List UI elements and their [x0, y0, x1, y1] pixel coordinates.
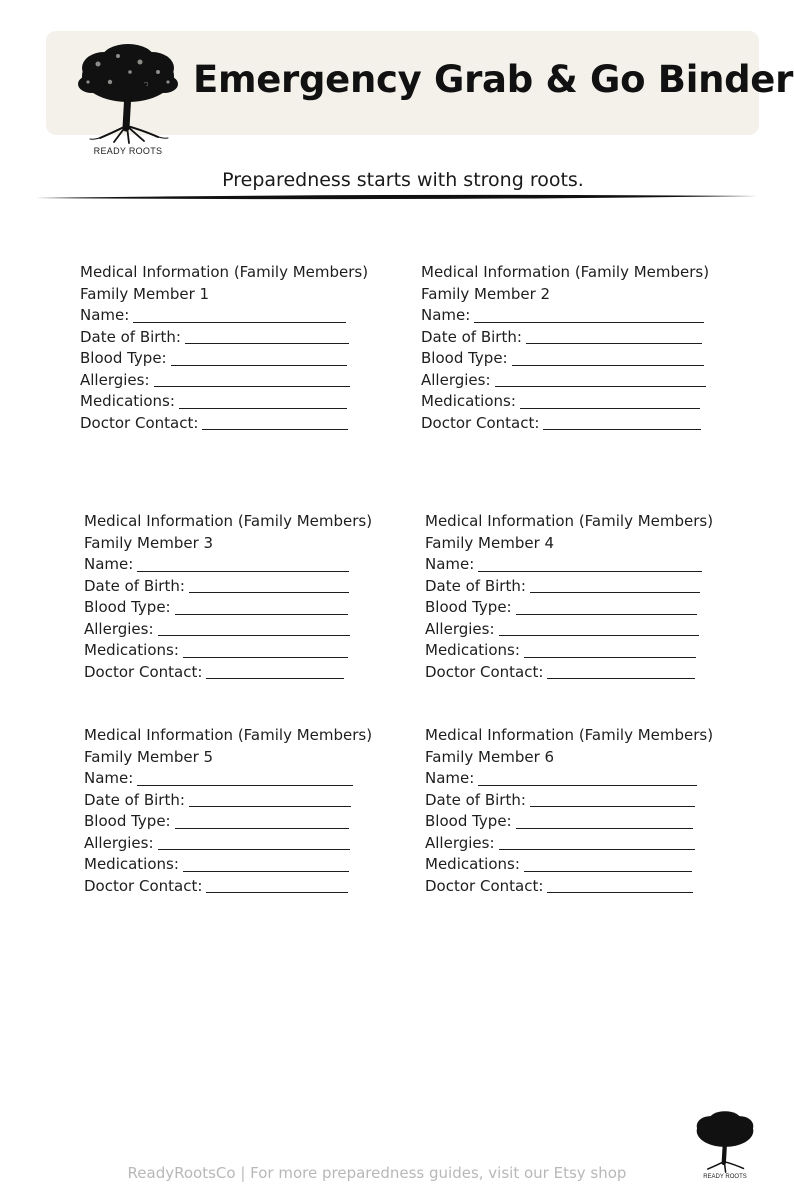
dob-field[interactable]: Date of Birth: — [84, 576, 414, 598]
member-label: Family Member 4 — [425, 533, 555, 552]
medications-field[interactable]: Medications: — [421, 391, 751, 413]
allergies-field[interactable]: Allergies: — [425, 833, 755, 855]
dob-field[interactable]: Date of Birth: — [421, 327, 751, 349]
tree-logo-icon — [74, 42, 182, 146]
medical-card-3 — [84, 511, 414, 683]
allergies-field[interactable]: Allergies: — [84, 833, 414, 855]
card-heading: Medical Information (Family Members) — [425, 726, 714, 744]
medications-field[interactable]: Medications: — [425, 640, 755, 662]
blood-type-field[interactable]: Blood Type: — [84, 811, 414, 833]
page-title: Emergency Grab & Go Binder — [193, 58, 794, 101]
doctor-contact-field[interactable]: Doctor Contact: — [421, 413, 751, 435]
blood-type-field[interactable]: Blood Type: — [425, 811, 755, 833]
card-heading: Medical Information (Family Members) — [84, 512, 373, 530]
dob-field[interactable]: Date of Birth: — [425, 790, 755, 812]
medications-field[interactable]: Medications: — [84, 854, 414, 876]
medications-field[interactable]: Medications: — [80, 391, 410, 413]
doctor-contact-field[interactable]: Doctor Contact: — [84, 876, 414, 898]
footer-text: ReadyRootsCo | For more preparedness guides, visit our Etsy shop — [127, 1164, 627, 1182]
card-heading: Medical Information (Family Members) — [84, 726, 373, 744]
allergies-field[interactable]: Allergies: — [421, 370, 751, 392]
divider-brush-stroke — [36, 192, 758, 202]
medical-card-2 — [421, 262, 751, 434]
doctor-contact-field[interactable]: Doctor Contact: — [425, 662, 755, 684]
doctor-contact-field[interactable]: Doctor Contact: — [80, 413, 410, 435]
medications-field[interactable]: Medications: — [425, 854, 755, 876]
member-label: Family Member 2 — [421, 284, 551, 303]
card-heading: Medical Information (Family Members) — [421, 263, 710, 281]
name-field[interactable]: Name: — [80, 305, 410, 327]
name-field[interactable]: Name: — [84, 554, 414, 576]
card-heading: Medical Information (Family Members) — [425, 512, 714, 530]
member-label: Family Member 1 — [80, 284, 210, 303]
allergies-field[interactable]: Allergies: — [80, 370, 410, 392]
dob-field[interactable]: Date of Birth: — [425, 576, 755, 598]
name-field[interactable]: Name: — [425, 554, 755, 576]
card-heading: Medical Information (Family Members) — [80, 263, 369, 281]
blood-type-field[interactable]: Blood Type: — [425, 597, 755, 619]
dob-field[interactable]: Date of Birth: — [80, 327, 410, 349]
doctor-contact-field[interactable]: Doctor Contact: — [425, 876, 755, 898]
name-field[interactable]: Name: — [425, 768, 755, 790]
medical-card-5 — [84, 725, 414, 897]
ready-roots-logo — [74, 42, 182, 160]
member-label: Family Member 6 — [425, 747, 555, 766]
dob-field[interactable]: Date of Birth: — [84, 790, 414, 812]
blood-type-field[interactable]: Blood Type: — [84, 597, 414, 619]
blood-type-field[interactable]: Blood Type: — [80, 348, 410, 370]
tagline: Preparedness starts with strong roots. — [222, 169, 584, 191]
medical-card-4 — [425, 511, 755, 683]
allergies-field[interactable]: Allergies: — [425, 619, 755, 641]
footer-logo-text: READY ROOTS — [703, 1174, 747, 1180]
name-field[interactable]: Name: — [84, 768, 414, 790]
medical-card-6 — [425, 725, 755, 897]
doctor-contact-field[interactable]: Doctor Contact: — [84, 662, 414, 684]
medications-field[interactable]: Medications: — [84, 640, 414, 662]
member-label: Family Member 3 — [84, 533, 214, 552]
medical-card-1 — [80, 262, 410, 434]
name-field[interactable]: Name: — [421, 305, 751, 327]
allergies-field[interactable]: Allergies: — [84, 619, 414, 641]
blood-type-field[interactable]: Blood Type: — [421, 348, 751, 370]
logo-text: READY ROOTS — [93, 146, 163, 156]
member-label: Family Member 5 — [84, 747, 214, 766]
